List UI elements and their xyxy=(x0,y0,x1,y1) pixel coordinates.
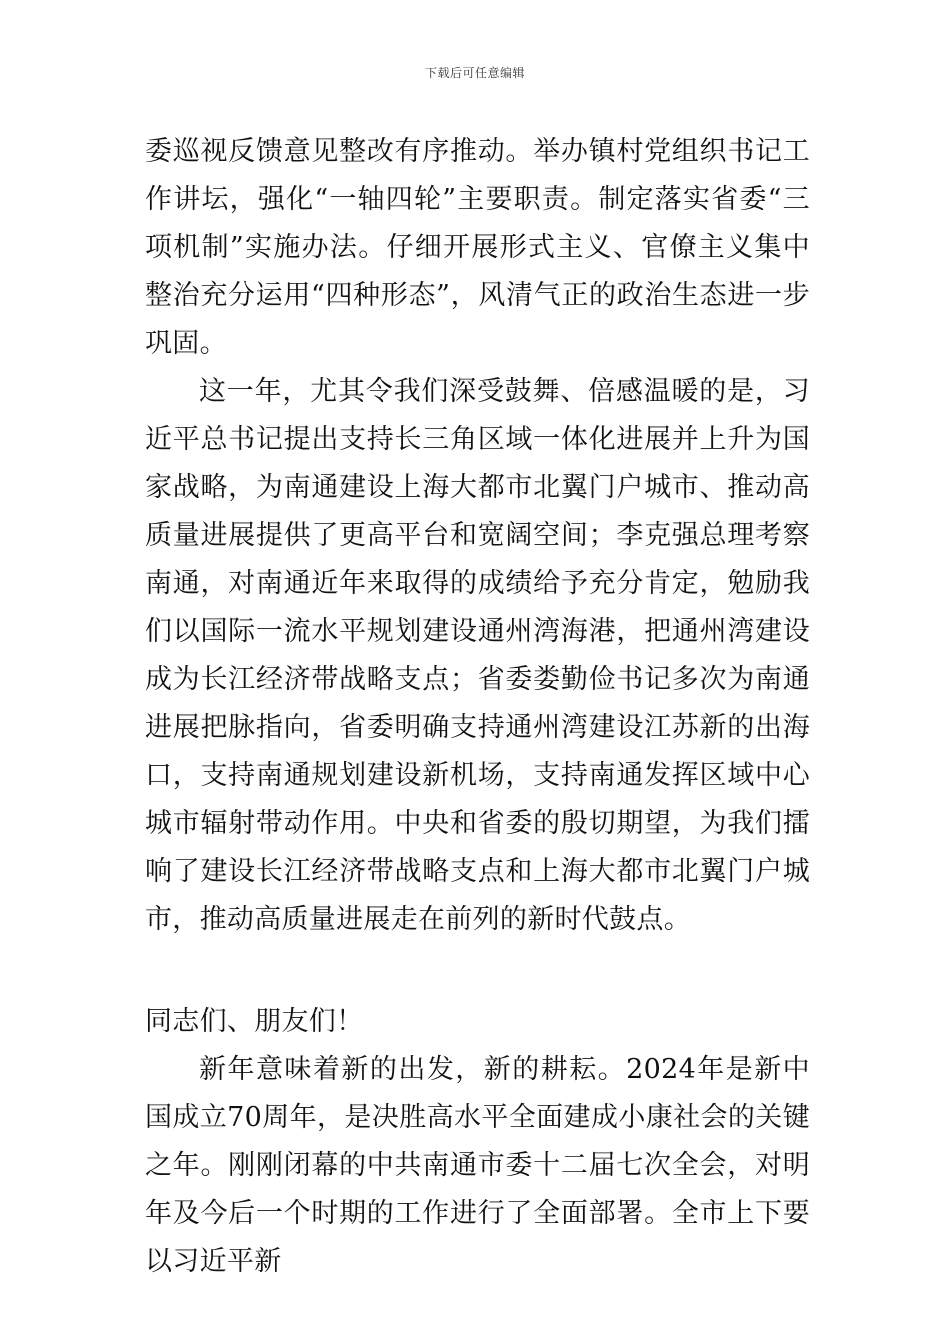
paragraph-spacer xyxy=(145,944,810,998)
paragraph-new-year: 新年意味着新的出发，新的耕耘。2024年是新中国成立70周年，是决胜高水平全面建成小康社会的关键之年。刚刚闭幕的中共南通市委十二届七次全会，对明年及今后一个时期的工作进行了全面部署。全市上下要以习近平新 xyxy=(145,1054,810,1277)
paragraph-this-year: 这一年，尤其令我们深受鼓舞、倍感温暖的是，习近平总书记提出支持长三角区域一体化进展并上升为国家战略，为南通建设上海大都市北翼门户城市、推动高质量进展提供了更高平台和宽阔空间；李克强总理考察南通，对南通近年来取得的成绩给予充分肯定，勉励我们以国际一流水平规划建设通州湾海港，把通州湾建设成为长江经济带战略支点；省委娄勤俭书记多次为南通进展把脉指向，省委明确支持通州湾建设江苏新的出海口，支持南通规划建设新机场，支持南通发挥区域中心城市辐射带动作用。中央和省委的殷切期望，为我们擂响了建设长江经济带战略支点和上海大都市北翼门户城市，推动高质量进展走在前列的新时代鼓点。 xyxy=(145,376,810,935)
page-header: 下载后可任意编辑 xyxy=(424,66,525,80)
salutation: 同志们、朋友们！ xyxy=(145,1006,364,1037)
document-body xyxy=(145,128,810,1286)
paragraph-continued: 委巡视反馈意见整改有序推动。举办镇村党组织书记工作讲坛，强化“一轴四轮”主要职责。制定落实省委“三项机制”实施办法。仔细开展形式主义、官僚主义集中整治充分运用“四种形态”，风清气正的政治生态进一步巩固。 xyxy=(145,136,810,359)
